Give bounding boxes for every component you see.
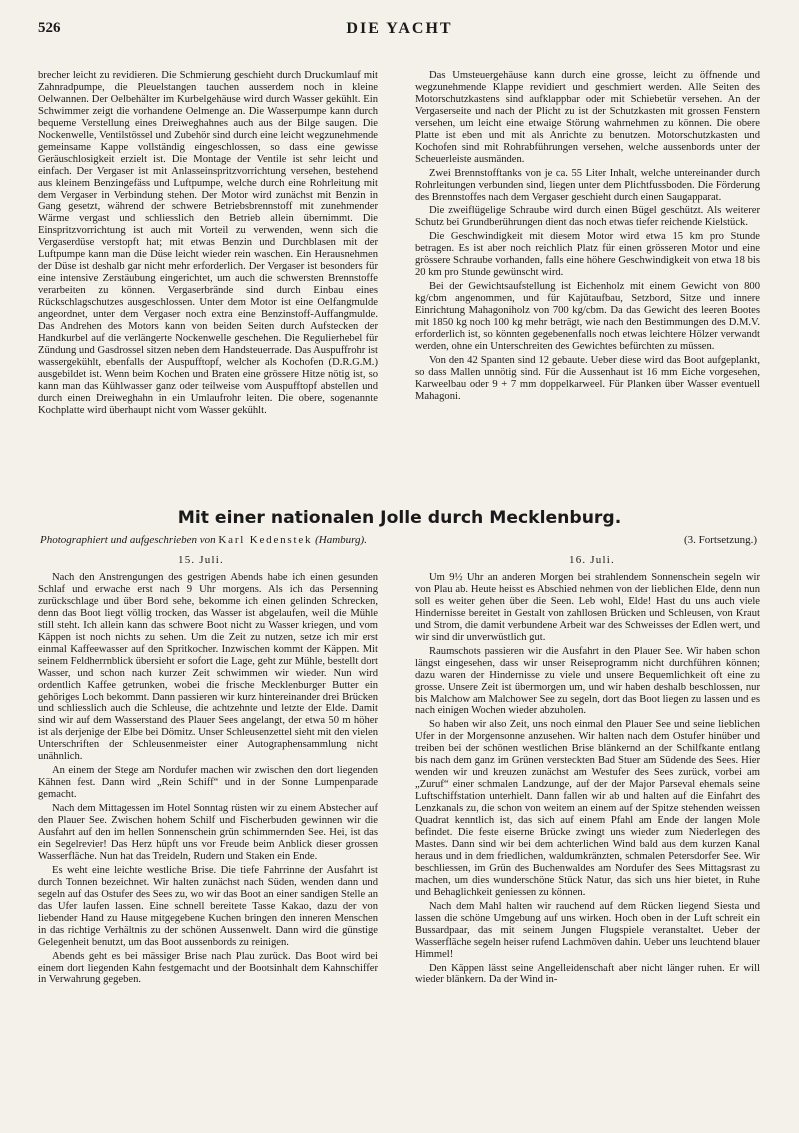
- jolle-article-left-column: [38, 572, 378, 1062]
- journal-title: DIE YACHT: [346, 20, 453, 37]
- paragraph: brecher leicht zu revidieren. Die Schmierung geschieht durch Druckumlauf mit Zahnradpumpe, die Pleuelstangen tauchen ausserdem noch in kleine Oelwannen. Der Oelbehälter im Kurbelgehäuse wird durch Wasser gekühlt. Ein Schwimmer zeigt die vorhandene Oelmenge an. Die Wasserpumpe kann durch bequeme Verstellung eines Dreiweghahnes auch aus der Bilge saugen. Die Nockenwelle, Ventilstössel und Zubehör sind durch eine leicht wegzunehmende gemeinsame Kappe vollständig eingeschlossen, so dass eine gewisse Geräuschlosigkeit erzielt ist. Die Montage der Ventile ist sehr leicht und einfach. Der Vergaser ist mit Anlasseinspritzvorrichtung versehen, bestehend aus kleinem Benzingefäss und Luftpumpe, welche durch eine Rohrleitung mit dem Vergaser in Verbindung stehen. Der Motor wird zunächst mit Benzin in Gang gesetzt, während der schwere Betriebsbrennstoff mit zunehmender Wärme vergast und schliesslich den Betrieb allein übernimmt. Die Einspritzvorrichtung ist auch mit Vorteil zu verwenden, wenn sich die Vergaserdüse verstopft hat; mit etwas Benzin und Durchblasen mit der Luftpumpe kann man die Düse leicht wieder rein waschen. Ein Herausnehmen der Düse ist deshalb gar nicht mehr erforderlich. Der Vergaser ist besonders für eine intensive Zerstäubung eingerichtet, um auch die schwersten Brennstoffe verarbeiten zu können. Vergaserbrände sind durch Einbau eines Rückschlagschutzes ausgeschlossen. Unter dem Motor ist eine Oelfangmulde angeordnet, unter dem Vergaser noch extra eine Benzinstoff-Auffangmulde. Das Andrehen des Motors kann von beiden Seiten durch Aufstecken der Handkurbel auf die verlängerte Nockenwelle geschehen. Die Regulierhebel für Zündung und Gasdrossel sitzen neben dem Handsteuerrade. Das Auspuffrohr ist wassergekühlt, ebenfalls der Auspufftopf, welcher als Kochofen (D.R.G.M.) ausgebildet ist. Wenn beim Kochen und Braten eine grössere Hitze nötig ist, so kann man das Kühlwasser ganz oder teilweise vom Auspufftopf abstellen und durch einen Dreiweghahn in ein Umlaufrohr leiten. Die obere, sogenannte Kochplatte wird überhaupt nicht vom Wasser gekühlt.: [38, 70, 378, 416]
- paragraph: Nach dem Mahl halten wir rauchend auf dem Rücken liegend Siesta und lassen die schöne Umgebung auf uns wirken. Hoch oben in der Luft schreit ein Bussardpaar, das mit seinem Jungen Flugspiele veranstaltet. Ueber der Wasserfläche segeln heiser rufend Lachmöven dahin. Ueber uns leuchtend blauer Himmel!: [415, 900, 760, 960]
- paragraph: Es weht eine leichte westliche Brise. Die tiefe Fahrrinne der Ausfahrt ist durch Tonnen bezeichnet. Wir halten zunächst nach Süden, wenden dann und segeln auf das Ostufer des Sees zu, wo wir das Boot an einer sandigen Stelle an das Ufer laufen lassen. Eine schnell bereitete Tasse Kakao, dazu der von liebender Hand zu Hause mitgegebene Kuchen bringen den inneren Menschen in das richtige Verhältnis zu der schönen Aussenwelt. Dann wird die günstige Gelegenheit benutzt, um das Boot aussenbords zu reinigen.: [38, 864, 378, 948]
- byline-suffix: (Hamburg).: [315, 534, 367, 546]
- paragraph: Bei der Gewichtsaufstellung ist Eichenholz mit einem Gewicht von 800 kg/cbm angenommen, und für Kajütaufbau, Setzbord, Sitze und innere Einrichtung Mahagoniholz von 700 kg/cbm. Da das Gewicht des leeren Bootes mit 1850 kg noch 100 kg mehr beträgt, wie nach den Bestimmungen des D.M.V. erforderlich ist, so könnten gegebenenfalls noch etwas leichtere Hölzer verwandt werden, ohne ein Unterschreiten des Gewichtes befürchten zu müssen.: [415, 281, 760, 352]
- motor-article-left-column: [38, 70, 378, 474]
- day-heading-right: 16. Juli.: [569, 554, 615, 566]
- jolle-article-right-column: [415, 572, 760, 1062]
- paragraph: Den Käppen lässt seine Angelleidenschaft aber nicht länger ruhen. Er will wieder blänkern. Da der Wind in-: [415, 962, 760, 986]
- paragraph: Abends geht es bei mässiger Brise nach Plau zurück. Das Boot wird bei einem dort liegenden Kahn festgemacht und der Bootsinhalt dem Kahnschiffer in Verwahrung gegeben.: [38, 950, 378, 986]
- installment-note: (3. Fortsetzung.): [683, 534, 757, 546]
- paragraph: Die zweiflügelige Schraube wird durch einen Bügel geschützt. Als weiterer Schutz bei Grundberührungen dient das noch etwas tiefer reichende Kielstück.: [415, 205, 760, 229]
- page-number: 526: [38, 20, 61, 36]
- article-title: Mit einer nationalen Jolle durch Mecklenburg.: [177, 508, 622, 528]
- paragraph: An einem der Stege am Nordufer machen wir zwischen den dort liegenden Kähnen fest. Dann wird „Rein Schiff“ und in der Sonne Lumpenparade gemacht.: [38, 765, 378, 801]
- byline-prefix: Photographiert und aufgeschrieben von: [40, 534, 216, 546]
- author-name: Karl Kedenstek: [218, 534, 313, 546]
- paragraph: Zwei Brennstofftanks von je ca. 55 Liter Inhalt, welche untereinander durch Rohrleitungen verbunden sind, liegen unter dem Plichtfussboden. Die Förderung des Brennstoffes nach dem Vergaser geschieht durch einen Saugapparat.: [415, 167, 760, 203]
- paragraph: Das Umsteuergehäuse kann durch eine grosse, leicht zu öffnende und wegzunehmende Klappe revidiert und geschmiert werden. Alle Seiten des Motorschutzkastens sind aufklappbar oder mit Schiebetür versehen. An der Vergaserseite und nach der Plicht zu ist der Schutzkasten mit grossen Fenstern versehen, um leicht eine etwaige Störung wahrnehmen zu können. Die obere Platte ist eben und mit als Anrichte zu benutzen. Motorschutzkasten und Kochofen sind mit Rohrabführungen versehen, welche aussenbords unter der Scheuerleiste ausmänden.: [415, 70, 760, 165]
- paragraph: Von den 42 Spanten sind 12 gebaute. Ueber diese wird das Boot aufgeplankt, so dass Mallen unnötig sind. Für die Aussenhaut ist 16 mm Eiche vorgesehen, Karweelbau oder 9 + 7 mm doppelkarweel. Für Planken über Wasser eventuell Mahagoni.: [415, 354, 760, 402]
- day-heading-left: 15. Juli.: [178, 554, 224, 566]
- paragraph: Nach dem Mittagessen im Hotel Sonntag rüsten wir zu einem Abstecher auf den Plauer See. Zwischen hohem Schilf und Fischerbuden gewinnen wir die Ausfahrt auf den im hellen Sonnenschein grün schimmernden See. Hei, ist das ein Segelrevier! Das Herz hüpft uns vor Freude beim Anblick dieser grossen Wasserfläche. Nun hat das Treideln, Rudern und Staken ein Ende.: [38, 803, 378, 862]
- paragraph: Die Geschwindigkeit mit diesem Motor wird etwa 15 km pro Stunde betragen. Es ist aber noch reichlich Platz für einen grösseren Motor und eine grössere Schraube vorhanden, falls eine höhere Geschwindigkeit von etwa 18 bis 20 km pro Stunde gewünscht wird.: [415, 231, 760, 279]
- byline: [40, 534, 720, 546]
- paragraph: Um 9½ Uhr an anderen Morgen bei strahlendem Sonnenschein segeln wir von Plau ab. Heute heisst es Abschied nehmen von der lieblichen Elde, denn nun soll es weiter gehen über die Seen. Leb wohl, Elde! Hast du uns auch viele Hindernisse bereitet in Gestalt von zahllosen Brücken und Schleusen, von Kraut und Strom, die damit verbundene Arbeit war des Schweisses der Edlen wert, und wir sind dir unverwüstlich gut.: [415, 572, 760, 643]
- motor-article-right-column: [415, 70, 760, 474]
- paragraph: Raumschots passieren wir die Ausfahrt in den Plauer See. Wir haben schon längst eingesehen, dass wir unser Reiseprogramm nicht durchführen können; dazu waren der Hindernisse zu viele und unsere Bequemlichkeit oft eine zu grosse. Unsere Zeit ist übermorgen um, und wir haben deshalb beschlossen, nur bis Malchow am Malchower See zu segeln, dort das Boot liegen zu lassen und es nach einigen Wochen wieder abzuholen.: [415, 645, 760, 717]
- paragraph: Nach den Anstrengungen des gestrigen Abends habe ich einen gesunden Schlaf und erwache erst nach 9 Uhr morgens. Als ich das Persenning zurückschlage und über Bord sehe, bekomme ich einen gelinden Schrecken, denn das Boot liegt völlig trocken, das Wasser ist abgelaufen, weil die Mühle still steht. Ich allein kann das schwere Boot nicht zu Wasser kriegen, und vom Käppen ist noch nichts zu sehen. Um die Zeit zu nutzen, setze ich mir erst einmal Kaffeewasser auf den Spritkocher. Inzwischen kommt der Käppen. Mit seinem Feldherrnblick übersieht er sofort die Lage, geht zur Mühle, bestellt dort Wasser, und schon nach kurzer Zeit schwimmen wir wieder. Nun wird ordentlich Kaffee getrunken, wobei die frische Mecklenburger Butter ein gehöriges Loch bekommt. Dann passieren wir kurz hintereinander drei Brücken und schliesslich auch die Schleuse, die achtzehnte und letzte der Elde. Damit sind wir auf dem Wasserstand des Plauer Sees angelangt, der etwa 50 m höher ist als derjenige der Elbe bei Dömitz. Unser Schleusenzettel sieht mit den vielen Unterschriften der Schleusenmeister einer Autographensammlung nicht unähnlich.: [38, 572, 378, 763]
- paragraph: So haben wir also Zeit, uns noch einmal den Plauer See und seine lieblichen Ufer in der Morgensonne anzusehen. Wir halten nach dem Ostufer hinüber und treiben bei der schönen westlichen Brise blänkernd an der Schilfkante entlang bis nach dem ganz im Grünen versteckten Bad Stuer am Südende des Sees. Hier wenden wir und kreuzen zunächst am Westufer des Sees zurück, vorbei am „Zuruf“ einer schmalen Landzunge, auf der der Major Parseval ehemals seine Luftschiffstation unterhielt. Dann fallen wir ab und halten auf die Einfahrt des Lenzkanals zu, die schon von weitem an einem auf der Spitze stehenden weissen Quadrat kenntlich ist, das sich auf einem Pfahl am Ende der langen Mole befindet. Die feste eiserne Brücke zwingt uns wieder zum Niederlegen des Mastes. Dann sind wir bei dem achterlichen Wind bald aus dem kurzen Kanal heraus und in dem friedlichen, waldumkränzten, schmalen Petersdorfer See. Wir beschliessen, im Grün des Buchenwaldes am Nordufer des Sees Mittagsrast zu machen, um dies wunderschöne Stück Natur, das sich uns hier bietet, in Ruhe und Behaglichkeit geniessen zu können.: [415, 719, 760, 898]
